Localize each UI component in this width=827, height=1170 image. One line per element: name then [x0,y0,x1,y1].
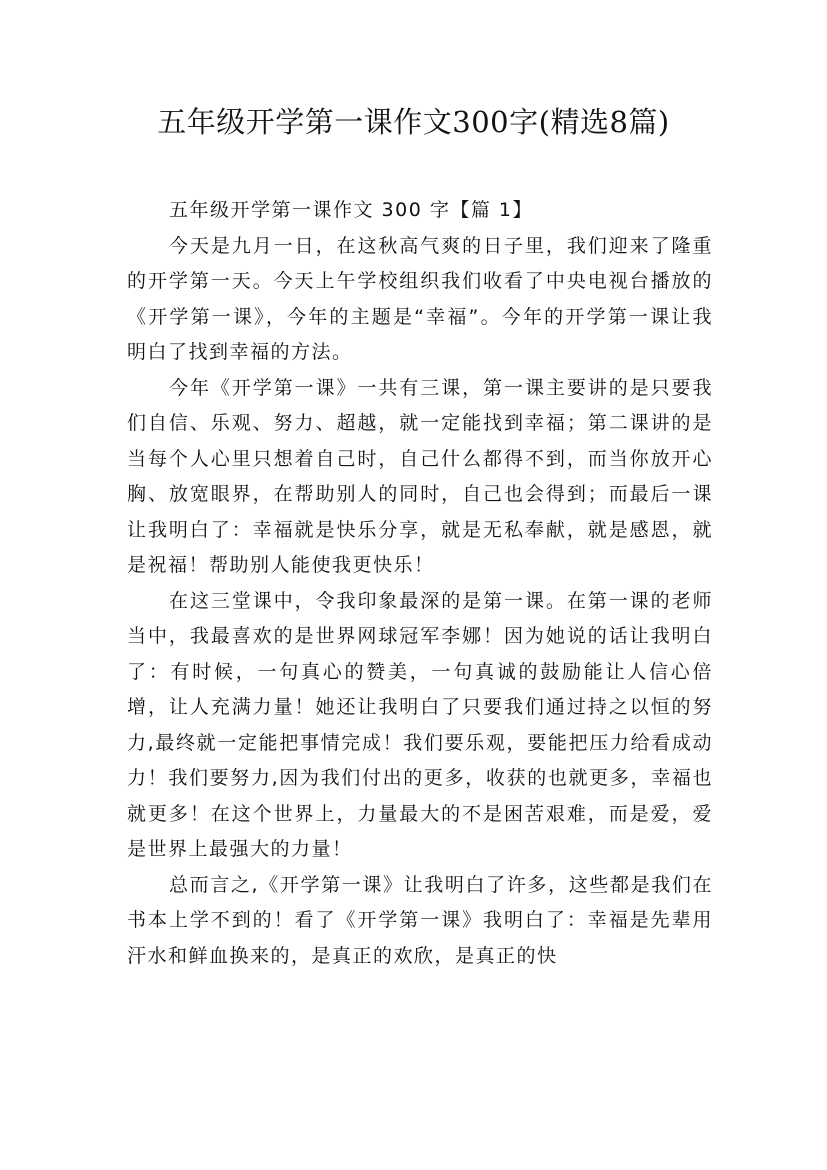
paragraph-3: 在这三堂课中，令我印象最深的是第一课。在第一课的老师当中，我最喜欢的是世界网球冠军李娜！因为她说的话让我明白了：有时候，一句真心的赞美，一句真诚的鼓励能让人信心倍增，让人充满力量！她还让我明白了只要我们通过持之以恒的努力,最终就一定能把事情完成！我们要乐观，要能把压力给看成动力！我们要努力,因为我们付出的更多，收获的也就更多，幸福也就更多！在这个世界上，力量最大的不是困苦艰难，而是爱，爱是世界上最强大的力量！ [127,589,713,860]
paragraph-4: 总而言之,《开学第一课》让我明白了许多，这些都是我们在书本上学不到的！看了《开学第一课》我明白了：幸福是先辈用汗水和鲜血换来的，是真正的欢欣，是真正的快 [127,873,713,967]
section-heading: 五年级开学第一课作文 300 字【篇 1】 [169,199,533,221]
document-body [127,193,713,974]
paragraph-1: 今天是九月一日，在这秋高气爽的日子里，我们迎来了隆重的开学第一天。今天上午学校组织我们收看了中央电视台播放的《开学第一课》，今年的主题是“幸福”。今年的开学第一课让我明白了找到幸福的方法。 [127,234,713,363]
document-title: 五年级开学第一课作文300字(精选8篇) [157,105,670,139]
paragraph-2: 今年《开学第一课》一共有三课，第一课主要讲的是只要我们自信、乐观、努力、超越，就一定能找到幸福；第二课讲的是当每个人心里只想着自己时，自己什么都得不到，而当你放开心胸、放宽眼界，在帮助别人的同时，自己也会得到；而最后一课让我明白了：幸福就是快乐分享，就是无私奉献，就是感恩，就是祝福！帮助别人能使我更快乐！ [127,376,713,576]
